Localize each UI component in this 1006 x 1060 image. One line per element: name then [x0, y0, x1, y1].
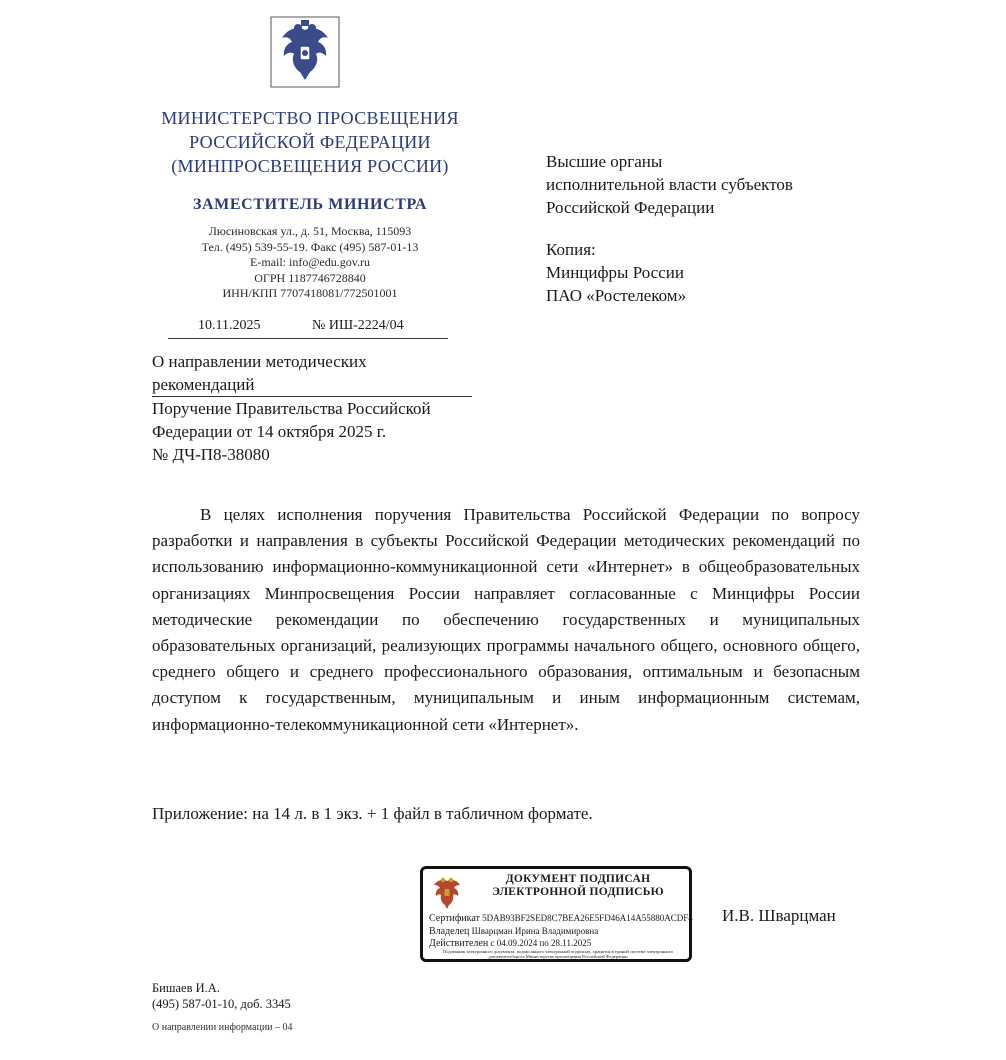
owner-label: Владелец	[429, 926, 470, 937]
recipient-line3: Российской Федерации	[546, 198, 715, 217]
registration-number: № ИШ-2224/04	[312, 318, 404, 333]
subject-line2: рекомендаций	[152, 373, 472, 397]
executor-name: Бишаев И.А.	[152, 981, 220, 995]
executor-block	[152, 980, 291, 1012]
email: E-mail: info@edu.gov.ru	[250, 255, 370, 269]
body-paragraph: В целях исполнения поручения Правительства Российской Федерации по вопросу разработки и направления в субъекты Российской Федерации методических рекомендаций по использованию информационно-коммуникационной сети «Интернет» в общеобразовательных организациях Минпросвещения России направляет согласованные с Минцифры России методические рекомендации по обеспечению государственных и муниципальных образовательных организаций, реализующих программы начального общего, основного общего, среднего общего и среднего профессионального образования, оптимальным и безопасным доступом к государственным, муниципальным и иным информационным системам, информационно-телекоммуникационной сети «Интернет».	[152, 505, 860, 734]
stamp-owner	[429, 926, 598, 937]
document-footnote: О направлении информации – 04	[152, 1022, 293, 1033]
registration-line	[168, 318, 448, 339]
subject-line1: О направлении методических	[152, 352, 367, 371]
cert-label: Сертификат	[429, 913, 480, 924]
ministry-name	[140, 106, 480, 178]
cert-value: 5DAB93BF2SED8C7BEA26E5FD46A14A55880ACDF4	[482, 913, 693, 923]
copy-item: Минцифры России	[546, 263, 684, 282]
stamp-title	[469, 873, 687, 899]
copy-block	[546, 238, 866, 307]
valid-value: с 04.09.2024 по 28.11.2025	[490, 938, 592, 948]
registration-date: 10.11.2025	[198, 318, 261, 333]
subject-line5: № ДЧ-П8-38080	[152, 445, 270, 464]
address: Люсиновская ул., д. 51, Москва, 115093	[208, 224, 412, 238]
ministry-contacts	[140, 224, 480, 302]
subject-line4: Федерации от 14 октября 2025 г.	[152, 422, 387, 441]
owner-value: Шварцман Ирина Владимировна	[471, 926, 599, 936]
stamp-validity	[429, 938, 591, 949]
stamp-title-line2: ЭЛЕКТРОННОЙ ПОДПИСЬЮ	[492, 886, 664, 898]
phone-fax: Тел. (495) 539-55-19. Факс (495) 587-01-13	[201, 239, 419, 254]
ministry-name-line2: РОССИЙСКОЙ ФЕДЕРАЦИИ	[189, 132, 431, 152]
executor-phone: (495) 587-01-10, доб. 3345	[152, 997, 291, 1011]
electronic-signature-stamp	[420, 866, 692, 962]
copy-item: ПАО «Ростелеком»	[546, 286, 687, 305]
russian-coat-of-arms-icon	[270, 16, 340, 88]
position-title: ЗАМЕСТИТЕЛЬ МИНИСТРА	[192, 196, 428, 213]
coat-of-arms-icon	[429, 875, 465, 911]
stamp-certificate	[429, 913, 693, 924]
signer-name: И.В. Шварцман	[722, 906, 836, 925]
ministry-short-name: (МИНПРОСВЕЩЕНИЯ РОССИИ)	[171, 156, 449, 176]
recipient-line2: исполнительной власти субъектов	[546, 175, 793, 194]
subject-line3: Поручение Правительства Российской	[152, 399, 431, 418]
subject-block	[152, 350, 482, 466]
ogrn: ОГРН 1187746728840	[254, 270, 366, 285]
recipient-line1: Высшие органы	[546, 152, 663, 171]
copy-label: Копия:	[546, 240, 596, 259]
recipient-block	[546, 150, 866, 219]
inn-kpp: ИНН/КПП 7707418081/772501001	[222, 286, 398, 300]
attachment-note: Приложение: на 14 л. в 1 экз. + 1 файл в табличном формате.	[152, 804, 593, 823]
valid-label: Действителен	[429, 938, 489, 949]
stamp-note: Подлинник электронного документа, подписанного электронной подписью, хранится в единой системе электронного документооборота Министерства просвещения Российской Федерации	[442, 949, 674, 960]
ministry-name-line1: МИНИСТЕРСТВО ПРОСВЕЩЕНИЯ	[161, 108, 459, 128]
stamp-title-line1: ДОКУМЕНТ ПОДПИСАН	[505, 873, 651, 885]
